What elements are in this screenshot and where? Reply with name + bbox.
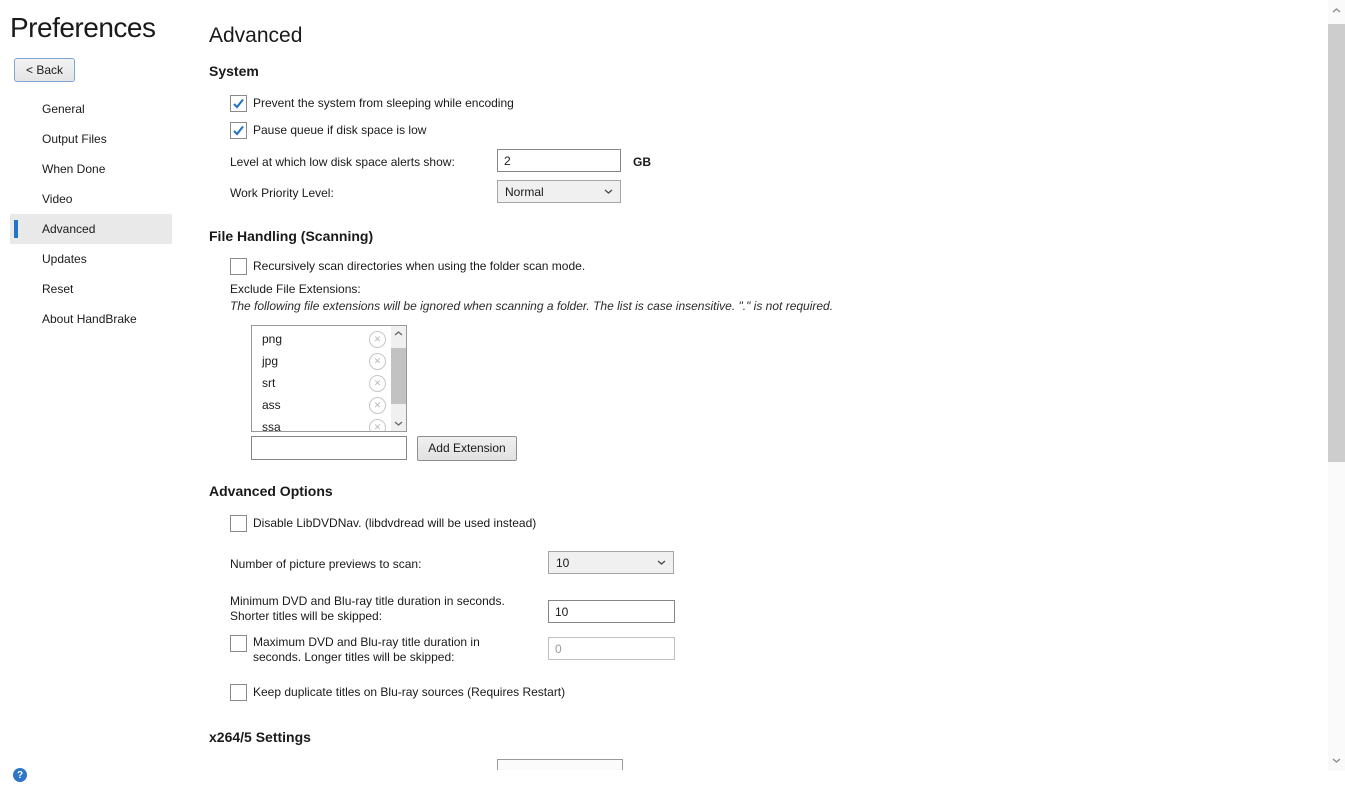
- remove-extension-icon[interactable]: ✕: [369, 419, 386, 433]
- min-duration-input[interactable]: [548, 600, 675, 623]
- sidebar-item-label: Video: [42, 192, 73, 206]
- chevron-down-icon[interactable]: [1332, 758, 1341, 763]
- sidebar-item-label: Reset: [42, 282, 74, 296]
- sidebar-item-updates[interactable]: [10, 244, 172, 274]
- window-scrollbar[interactable]: [1328, 0, 1345, 771]
- main-panel: [209, 0, 989, 800]
- extension-name: png: [262, 332, 283, 346]
- sidebar-item-label: When Done: [42, 162, 106, 176]
- preview-count-label: Number of picture previews to scan:: [230, 557, 422, 571]
- page-title: Preferences: [10, 12, 156, 43]
- sidebar-item-label: About HandBrake: [42, 312, 137, 326]
- scrollbar-thumb[interactable]: [1328, 24, 1345, 462]
- max-duration-checkbox[interactable]: [230, 635, 247, 652]
- scrollbar-thumb[interactable]: [391, 348, 406, 404]
- recursive-scan-checkbox-row: [230, 258, 585, 275]
- disable-libdvdnav-checkbox-row: [230, 515, 536, 532]
- min-duration-label: Minimum DVD and Blu-ray title duration in seconds. Shorter titles will be skipped:: [230, 594, 505, 623]
- pause-queue-label: Pause queue if disk space is low: [253, 123, 427, 137]
- remove-extension-icon[interactable]: ✕: [369, 397, 386, 414]
- add-extension-button[interactable]: Add Extension: [417, 436, 517, 461]
- chevron-up-icon[interactable]: [1332, 8, 1341, 13]
- extension-list-scrollbar[interactable]: [391, 326, 406, 431]
- max-duration-checkbox-row: [230, 635, 505, 665]
- extension-name: ass: [262, 398, 281, 412]
- sidebar-item-about-handbrake[interactable]: [10, 304, 172, 334]
- chevron-down-icon: [657, 560, 666, 565]
- sidebar-item-label: Output Files: [42, 132, 107, 146]
- keep-duplicates-checkbox-row: [230, 684, 565, 701]
- chevron-up-icon[interactable]: [394, 331, 403, 336]
- work-priority-label: Work Priority Level:: [230, 186, 334, 200]
- remove-extension-icon[interactable]: ✕: [369, 375, 386, 392]
- extension-name: jpg: [262, 354, 279, 368]
- sidebar-item-label: Updates: [42, 252, 87, 266]
- pause-queue-checkbox-row: [230, 122, 426, 139]
- clipped-control[interactable]: [497, 759, 623, 770]
- sidebar-item-video[interactable]: [10, 184, 172, 214]
- checkmark-icon: [232, 97, 245, 110]
- sidebar-item-advanced[interactable]: [10, 214, 172, 244]
- section-title: Advanced: [209, 24, 303, 47]
- remove-extension-icon[interactable]: ✕: [369, 331, 386, 348]
- max-duration-input[interactable]: [548, 637, 675, 660]
- preview-count-value: 10: [556, 555, 570, 570]
- extension-name: srt: [262, 376, 276, 390]
- remove-extension-icon[interactable]: ✕: [369, 353, 386, 370]
- sidebar-item-reset[interactable]: [10, 274, 172, 304]
- extension-rows: [252, 328, 390, 432]
- list-item[interactable]: [252, 328, 390, 350]
- work-priority-select[interactable]: [497, 180, 621, 203]
- sidebar: [0, 0, 200, 800]
- exclude-extensions-note: The following file extensions will be ignored when scanning a folder. The list is case insensitive. "." is not required.: [230, 299, 834, 313]
- system-heading: System: [209, 63, 259, 79]
- selected-indicator-bar: [14, 220, 18, 238]
- prevent-sleep-checkbox[interactable]: [230, 95, 247, 112]
- exclude-extensions-list: [251, 325, 407, 432]
- disable-libdvdnav-checkbox[interactable]: [230, 515, 247, 532]
- sidebar-nav: [10, 94, 172, 334]
- prevent-sleep-label: Prevent the system from sleeping while encoding: [253, 96, 514, 110]
- recursive-scan-label: Recursively scan directories when using the folder scan mode.: [253, 259, 586, 273]
- low-disk-level-label: Level at which low disk space alerts show:: [230, 155, 455, 169]
- list-item[interactable]: [252, 394, 390, 416]
- extension-name: ssa: [262, 420, 281, 432]
- sidebar-item-output-files[interactable]: [10, 124, 172, 154]
- low-disk-level-input[interactable]: [497, 149, 621, 172]
- sidebar-item-label: General: [42, 102, 85, 116]
- recursive-scan-checkbox[interactable]: [230, 258, 247, 275]
- keep-duplicates-checkbox[interactable]: [230, 684, 247, 701]
- x264-settings-heading: x264/5 Settings: [209, 729, 311, 745]
- keep-duplicates-label: Keep duplicate titles on Blu-ray sources (Requires Restart): [253, 685, 566, 699]
- sidebar-item-general[interactable]: [10, 94, 172, 124]
- list-item[interactable]: [252, 416, 390, 432]
- checkmark-icon: [232, 124, 245, 137]
- work-priority-value: Normal: [505, 184, 544, 199]
- max-duration-label: Maximum DVD and Blu-ray title duration in seconds. Longer titles will be skipped:: [253, 635, 480, 664]
- help-icon[interactable]: ?: [13, 768, 27, 782]
- chevron-down-icon: [604, 189, 613, 194]
- list-item[interactable]: [252, 372, 390, 394]
- sidebar-item-label: Advanced: [42, 222, 96, 236]
- prevent-sleep-checkbox-row: [230, 95, 514, 112]
- back-button[interactable]: < Back: [14, 58, 75, 82]
- chevron-down-icon[interactable]: [394, 421, 403, 426]
- sidebar-item-when-done[interactable]: [10, 154, 172, 184]
- exclude-extensions-label: Exclude File Extensions:: [230, 282, 361, 296]
- advanced-options-heading: Advanced Options: [209, 483, 333, 499]
- list-item[interactable]: [252, 350, 390, 372]
- disable-libdvdnav-label: Disable LibDVDNav. (libdvdread will be used instead): [253, 516, 537, 530]
- low-disk-level-unit: GB: [633, 155, 651, 169]
- file-handling-heading: File Handling (Scanning): [209, 228, 374, 244]
- pause-queue-checkbox[interactable]: [230, 122, 247, 139]
- preview-count-select[interactable]: [548, 551, 674, 574]
- new-extension-input[interactable]: [251, 436, 407, 460]
